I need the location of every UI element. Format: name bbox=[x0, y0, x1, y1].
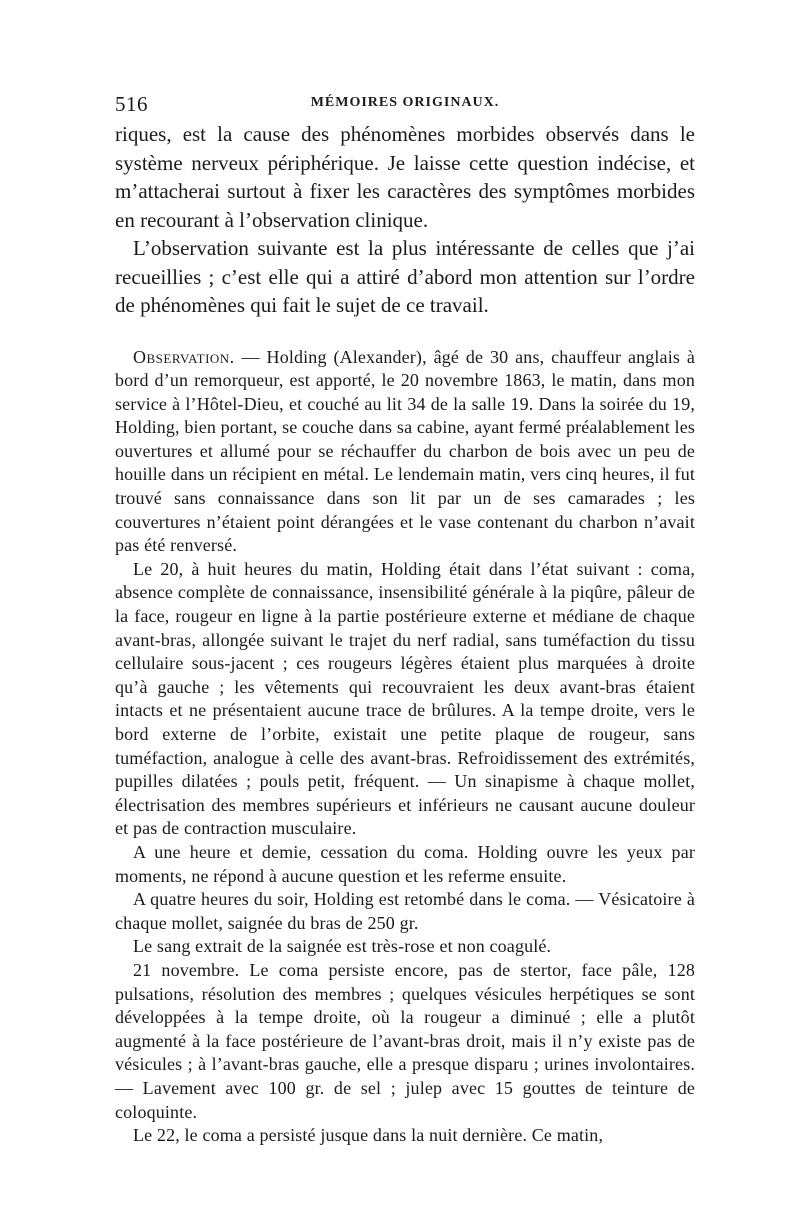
page-number: 516 bbox=[115, 92, 148, 116]
observation-paragraph: 21 novembre. Le coma persiste encore, pas de stertor, face pâle, 128 pulsations, résolution des membres ; quelques vésicules herpétiques se sont développées à la tempe droite, où la rougeur a diminué ; elle a plutôt augmenté à la face postérieure de l’avant-bras droit, mais il n’y existe pas de vésicules ; à l’avant-bras gauche, elle a presque disparu ; urines involontaires. — Lavement avec 100 gr. de sel ; julep avec 15 gouttes de teinture de coloquinte. bbox=[115, 959, 695, 1122]
observation-paragraph: A quatre heures du soir, Holding est retombé dans le coma. — Vésicatoire à chaque mollet, saignée du bras de 250 gr. bbox=[115, 889, 695, 933]
observation-text: — Holding (Alexander), âgé de 30 ans, chauffeur anglais à bord d’un remorqueur, est apporté, le 20 novembre 1863, le matin, dans mon service à l’Hôtel-Dieu, et couché au lit 34 de la salle 19. Dans la soirée du 19, Holding, bien portant, se couche dans sa cabine, ayant fermé préalablement les ouvertures et allumé pour se réchauffer du charbon de bois avec un peu de houille dans un récipient en métal. Le lendemain matin, vers cinq heures, il fut trouvé sans connaissance dans son lit par un de ses camarades ; les couvertures n’étaient point dérangées et le vase contenant du charbon n’avait pas été renversé. bbox=[115, 346, 695, 556]
intro-text bbox=[115, 120, 695, 320]
observation-paragraph bbox=[115, 346, 695, 558]
observation-label: Observation. bbox=[133, 346, 235, 367]
observation-paragraph: Le 20, à huit heures du matin, Holding était dans l’état suivant : coma, absence complète de connaissance, insensibilité générale à la piqûre, pâleur de la face, rougeur en ligne à la partie postérieure externe et médiane de chaque avant-bras, allongée suivant le trajet du nerf radial, sans tuméfaction du tissu cellulaire sous-jacent ; ces rougeurs légères étaient plus marquées à droite qu’à gauche ; les vêtements qui recouvraient les deux avant-bras étaient intacts et ne présentaient aucune trace de brûlures. A la tempe droite, vers le bord externe de l’orbite, existait une petite plaque de rougeur, sans tuméfaction, analogue à celle des avant-bras. Refroidissement des extrémités, pupilles dilatées ; pouls petit, fréquent. — Un sinapisme à chaque mollet, électrisation des membres supérieurs et inférieurs ne causant aucune douleur et pas de contraction musculaire. bbox=[115, 558, 695, 839]
running-head bbox=[115, 92, 695, 120]
observation-paragraph: A une heure et demie, cessation du coma. Holding ouvre les yeux par moments, ne répond à aucune question et les referme ensuite. bbox=[115, 841, 695, 886]
intro-paragraph: L’observation suivante est la plus intéressante de celles que j’ai recueillies ; c’est elle qui a attiré d’abord mon attention sur l’ordre de phénomènes qui fait le sujet de ce travail. bbox=[115, 236, 695, 317]
observation-paragraph: Le sang extrait de la saignée est très-rose et non coagulé. bbox=[133, 936, 552, 957]
observation-paragraph: Le 22, le coma a persisté jusque dans la nuit dernière. Ce matin, bbox=[133, 1125, 604, 1146]
running-title: MÉMOIRES ORIGINAUX. bbox=[310, 95, 500, 110]
observation-section bbox=[115, 346, 695, 1148]
book-page bbox=[115, 92, 695, 1148]
intro-paragraph: riques, est la cause des phénomènes morbides observés dans le système nerveux périphérique. Je laisse cette question indécise, et m’attacherai surtout à fixer les caractères des symptômes morbides en recourant à l’observation clinique. bbox=[115, 122, 695, 232]
